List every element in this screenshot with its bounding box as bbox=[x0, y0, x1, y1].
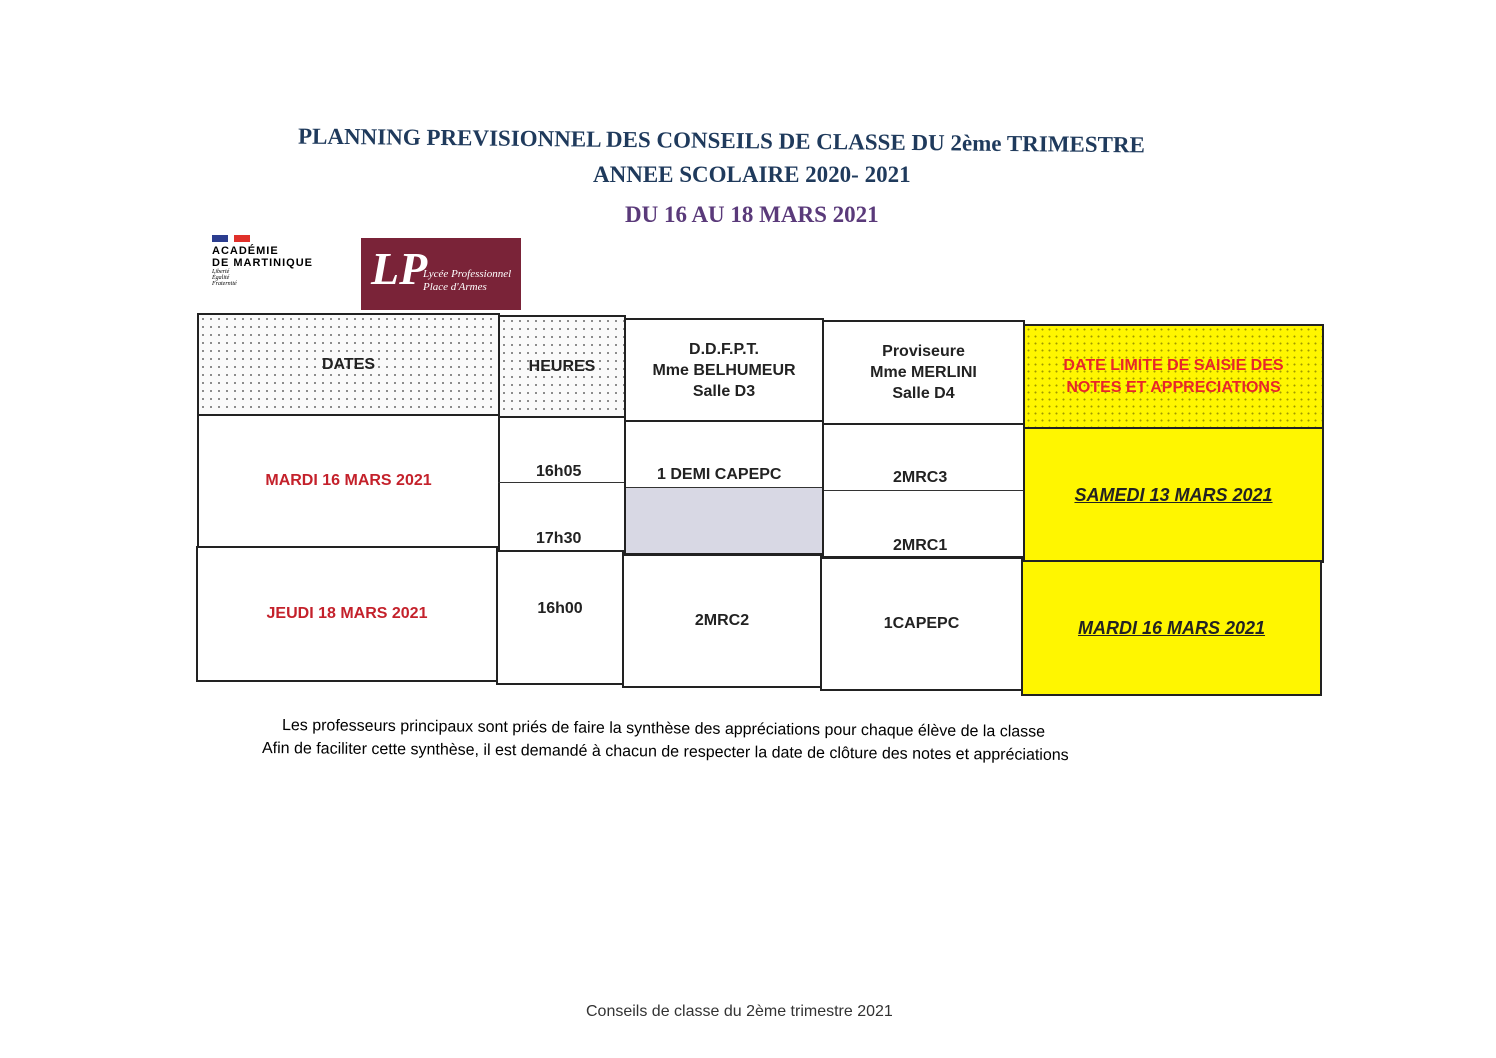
note-line1: Les professeurs principaux sont priés de faire la synthèse des appréciations pour chaque élève de la classe bbox=[281, 717, 1046, 741]
lycee-logo: LP Lycée Professionnel Place d'Armes bbox=[361, 238, 521, 310]
row1-time1: 16h05 bbox=[536, 463, 582, 480]
header-ddfpt: D.D.F.P.T. Mme BELHUMEUR Salle D3 bbox=[624, 318, 824, 422]
title-line1: PLANNING PREVISIONNEL DES CONSEILS DE CLASSE DU 2ème TRIMESTRE bbox=[297, 123, 1146, 158]
row1-proviseure2: 2MRC1 bbox=[893, 537, 948, 554]
header-dates: DATES bbox=[197, 313, 500, 416]
header-heures: HEURES bbox=[498, 315, 626, 418]
footer-text: Conseils de classe du 2ème trimestre 2021 bbox=[586, 1003, 893, 1016]
row1-proviseure1: 2MRC3 bbox=[893, 469, 948, 486]
row2-date: JEUDI 18 MARS 2021 bbox=[196, 546, 498, 682]
row1-date: MARDI 16 MARS 2021 bbox=[197, 414, 500, 548]
row2-time: 16h00 bbox=[496, 550, 624, 685]
row2-proviseure: 1CAPEPC bbox=[820, 556, 1023, 691]
note-line2: Afin de faciliter cette synthèse, il est demandé à chacun de respecter la date de clôture des notes et appréciations bbox=[261, 740, 1069, 765]
title-line3: DU 16 AU 18 MARS 2021 bbox=[625, 202, 879, 227]
header-date-limite: DATE LIMITE DE SAISIE DES NOTES ET APPRECIATIONS bbox=[1023, 324, 1324, 429]
header-proviseure: Proviseure Mme MERLINI Salle D4 bbox=[822, 320, 1025, 425]
academie-logo: ACADÉMIE DE MARTINIQUE Liberté Égalité Fraternité bbox=[212, 235, 313, 287]
title-line2: ANNEE SCOLAIRE 2020- 2021 bbox=[593, 162, 911, 187]
row2-ddfpt: 2MRC2 bbox=[622, 553, 822, 688]
row2-date-limite: MARDI 16 MARS 2021 bbox=[1021, 560, 1322, 696]
row1-time2: 17h30 bbox=[536, 530, 582, 547]
row1-ddfpt1: 1 DEMI CAPEPC bbox=[657, 466, 782, 483]
row1-date-limite: SAMEDI 13 MARS 2021 bbox=[1023, 427, 1324, 563]
